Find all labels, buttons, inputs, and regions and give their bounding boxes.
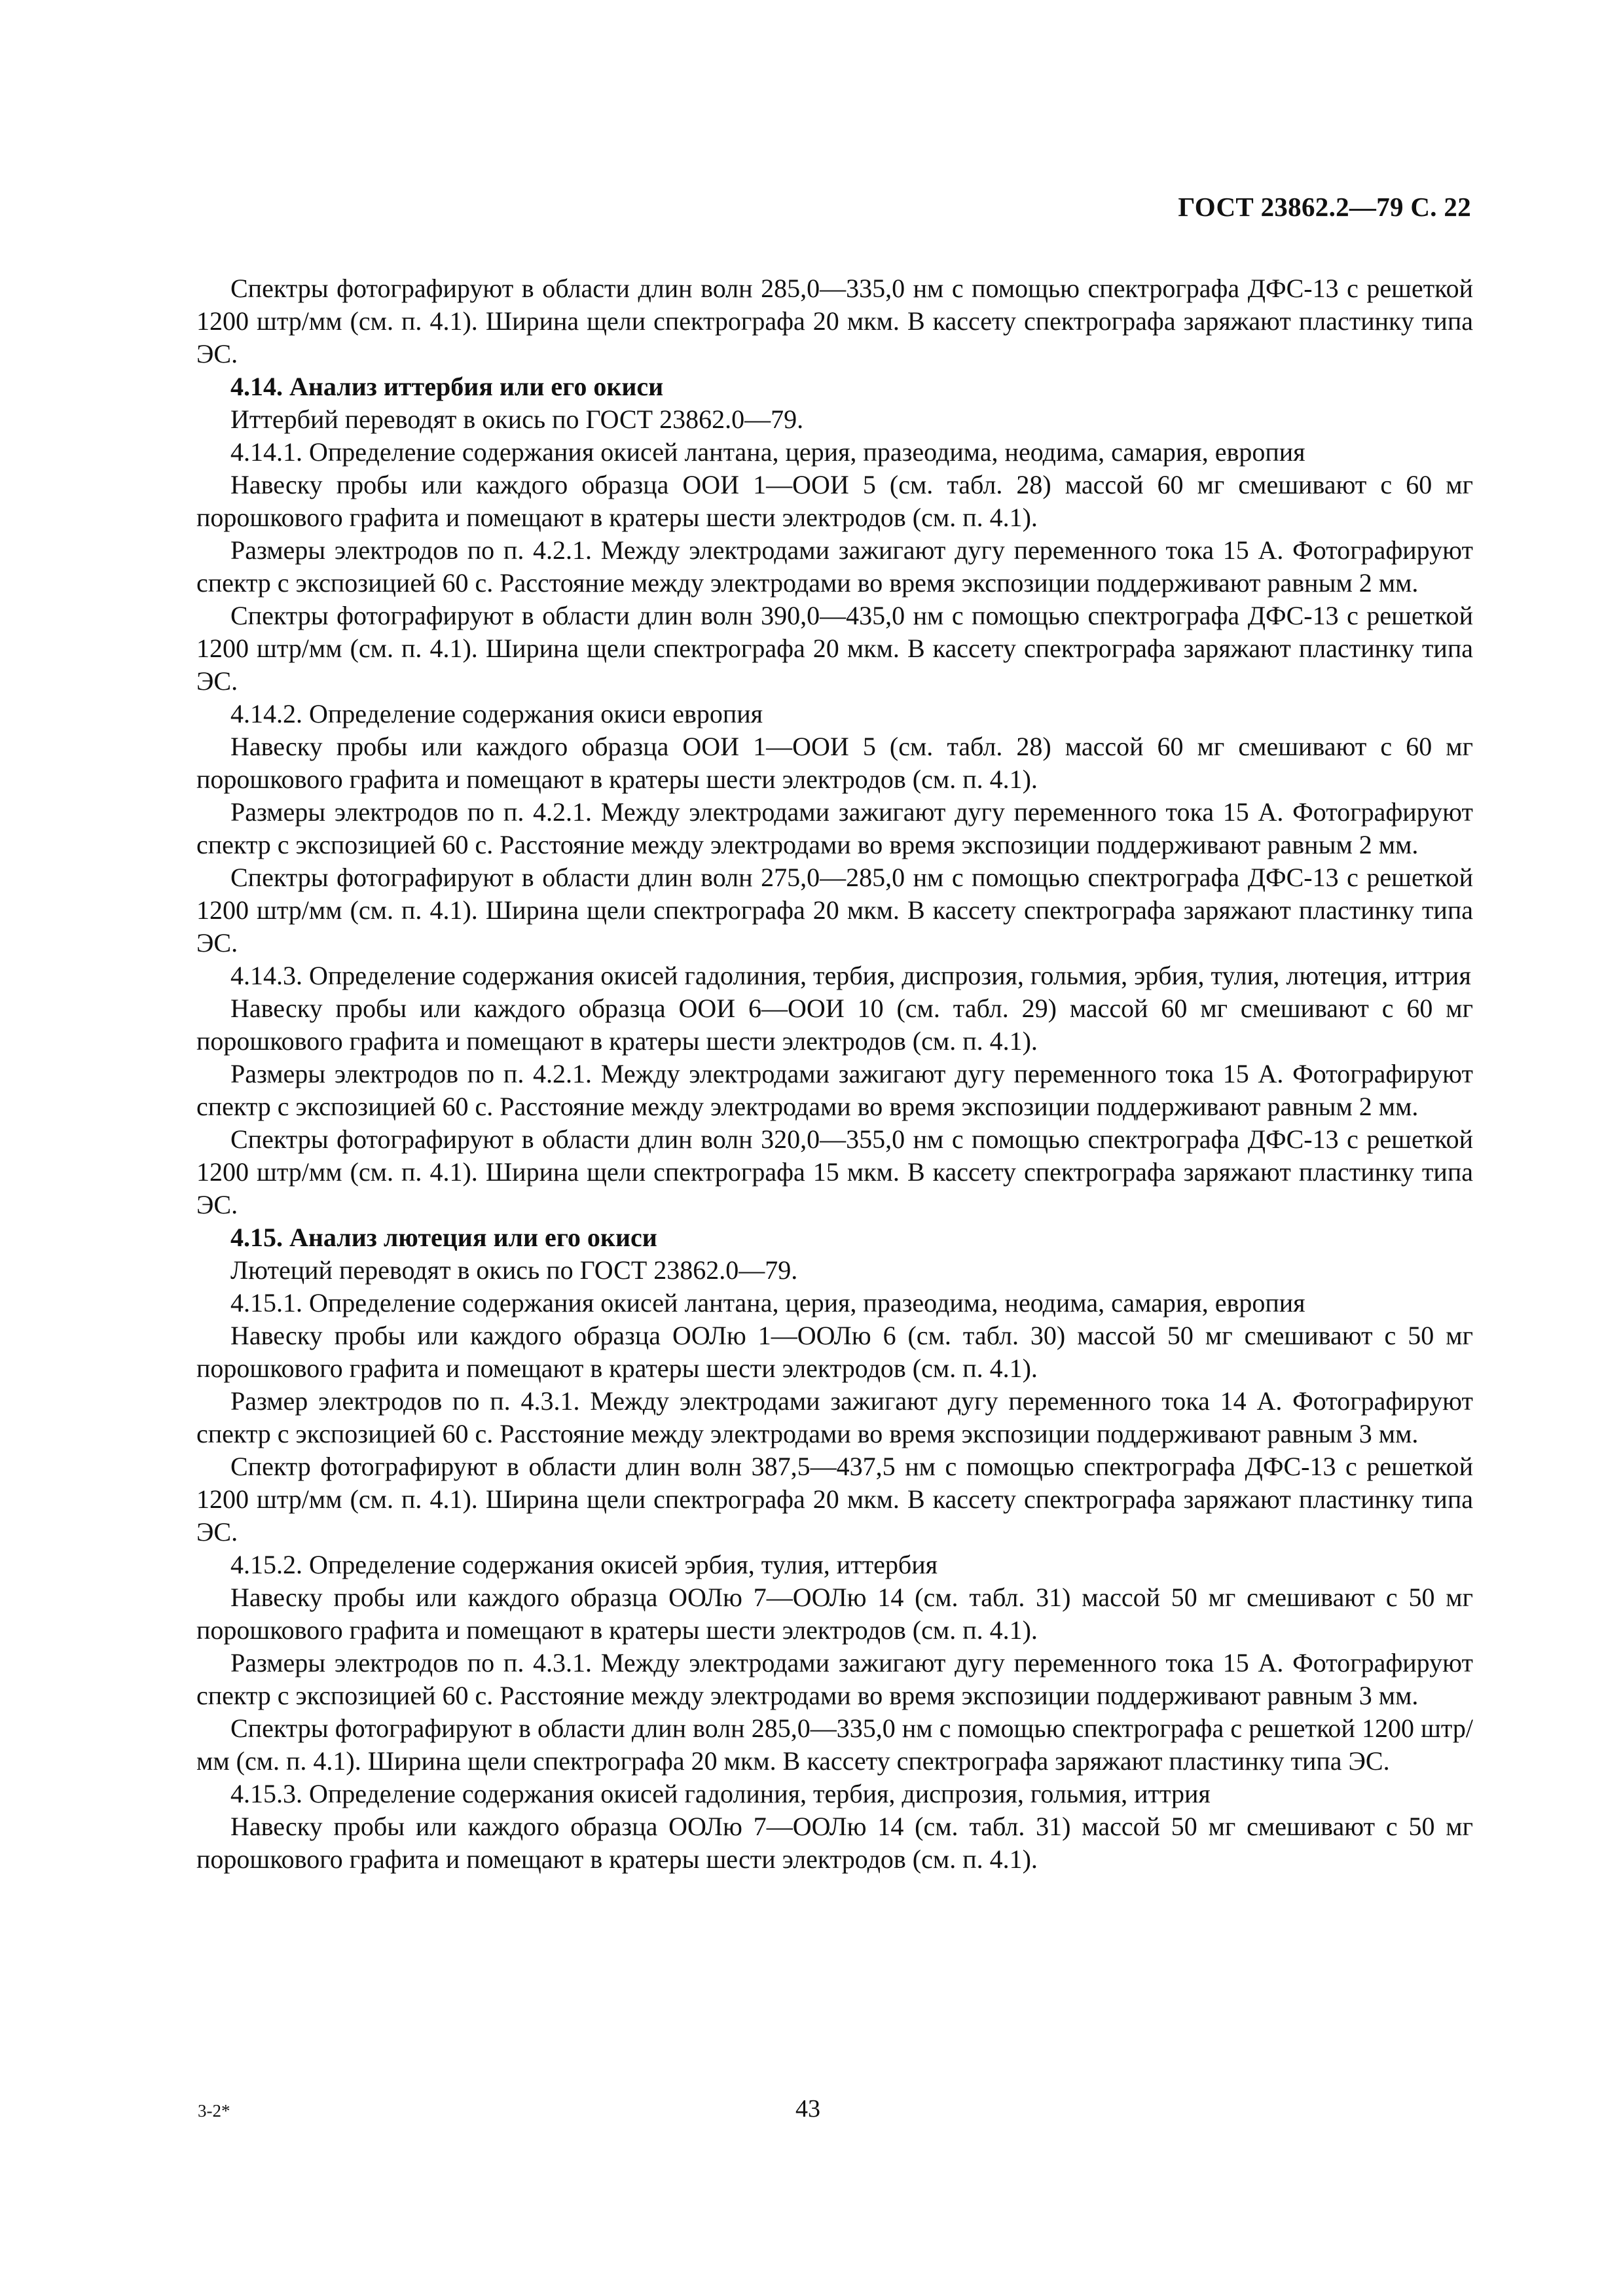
paragraph: 4.14.1. Определение содержания окисей лантана, церия, празеодима, неодима, самария, европия <box>230 437 1305 467</box>
paragraph: Навеску пробы или каждого образца ООИ 1—ООИ 5 (см. табл. 28) массой 60 мг смешивают с 60 мг порошкового графита и помещают в кратеры шести электродов (см. п. 4.1). <box>196 470 1473 532</box>
paragraph: Спектры фотографируют в области длин волн 320,0—355,0 нм с помощью спектрографа ДФС-13 с решеткой 1200 штр/мм (см. п. 4.1). Ширина щели спектрографа 15 мкм. В кассету спектрографа заряжают пластинку типа ЭС. <box>196 1124 1473 1219</box>
paragraph: 4.15.2. Определение содержания окисей эрбия, тулия, иттербия <box>230 1550 938 1579</box>
document-body <box>196 272 1473 1876</box>
paragraph: 4.15.1. Определение содержания окисей лантана, церия, празеодима, неодима, самария, европия <box>230 1288 1305 1318</box>
paragraph: 4.14.3. Определение содержания окисей гадолиния, тербия, диспрозия, гольмия, эрбия, тулия, лютеция, иттрия <box>230 961 1471 990</box>
paragraph: Навеску пробы или каждого образца ООЛю 1—ООЛю 6 (см. табл. 30) массой 50 мг смешивают с 50 мг порошкового графита и помещают в кратеры шести электродов (см. п. 4.1). <box>196 1321 1473 1383</box>
paragraph: Навеску пробы или каждого образца ООИ 1—ООИ 5 (см. табл. 28) массой 60 мг смешивают с 60 мг порошкового графита и помещают в кратеры шести электродов (см. п. 4.1). <box>196 732 1473 794</box>
paragraph: 4.15.3. Определение содержания окисей гадолиния, тербия, диспрозия, гольмия, иттрия <box>230 1779 1211 1808</box>
section-heading: 4.14. Анализ иттербия или его окиси <box>230 372 664 401</box>
paragraph: 4.14.2. Определение содержания окиси европия <box>230 699 763 728</box>
paragraph: Размер электродов по п. 4.3.1. Между электродами зажигают дугу переменного тока 14 А. Фотографируют спектр с экспозицией 60 с. Расстояние между электродами во время экспозиции поддерживают равным 3 мм. <box>196 1386 1473 1448</box>
paragraph: Лютеций переводят в окись по ГОСТ 23862.0—79. <box>230 1255 798 1285</box>
paragraph: Спектр фотографируют в области длин волн 387,5—437,5 нм с помощью спектрографа ДФС-13 с решеткой 1200 штр/мм (см. п. 4.1). Ширина щели спектрографа 20 мкм. В кассету спектрографа заряжают пластинку типа ЭС. <box>196 1452 1473 1547</box>
paragraph: Размеры электродов по п. 4.2.1. Между электродами зажигают дугу переменного тока 15 А. Фотографируют спектр с экспозицией 60 с. Расстояние между электродами во время экспозиции поддерживают равным 2 мм. <box>196 535 1473 598</box>
paragraph: Иттербий переводят в окись по ГОСТ 23862.0—79. <box>230 404 804 434</box>
page-number: 43 <box>795 2095 820 2123</box>
paragraph: Навеску пробы или каждого образца ООЛю 7—ООЛю 14 (см. табл. 31) массой 50 мг смешивают с 50 мг порошкового графита и помещают в кратеры шести электродов (см. п. 4.1). <box>196 1583 1473 1645</box>
sheet-mark: 3-2* <box>198 2101 230 2121</box>
page-header: ГОСТ 23862.2—79 С. 22 <box>1178 192 1471 222</box>
paragraph: Спектры фотографируют в области длин волн 285,0—335,0 нм с помощью спектрографа с решеткой 1200 штр/мм (см. п. 4.1). Ширина щели спектрографа 20 мкм. В кассету спектрографа заряжают пластинку типа ЭС. <box>196 1713 1473 1776</box>
paragraph: Размеры электродов по п. 4.2.1. Между электродами зажигают дугу переменного тока 15 А. Фотографируют спектр с экспозицией 60 с. Расстояние между электродами во время экспозиции поддерживают равным 2 мм. <box>196 797 1473 859</box>
paragraph: Спектры фотографируют в области длин волн 390,0—435,0 нм с помощью спектрографа ДФС-13 с решеткой 1200 штр/мм (см. п. 4.1). Ширина щели спектрографа 20 мкм. В кассету спектрографа заряжают пластинку типа ЭС. <box>196 601 1473 696</box>
paragraph: Размеры электродов по п. 4.3.1. Между электродами зажигают дугу переменного тока 15 А. Фотографируют спектр с экспозицией 60 с. Расстояние между электродами во время экспозиции поддерживают равным 3 мм. <box>196 1648 1473 1710</box>
paragraph: Спектры фотографируют в области длин волн 275,0—285,0 нм с помощью спектрографа ДФС-13 с решеткой 1200 штр/мм (см. п. 4.1). Ширина щели спектрографа 20 мкм. В кассету спектрографа заряжают пластинку типа ЭС. <box>196 863 1473 958</box>
paragraph: Навеску пробы или каждого образца ООЛю 7—ООЛю 14 (см. табл. 31) массой 50 мг смешивают с 50 мг порошкового графита и помещают в кратеры шести электродов (см. п. 4.1). <box>196 1812 1473 1874</box>
paragraph: Навеску пробы или каждого образца ООИ 6—ООИ 10 (см. табл. 29) массой 60 мг смешивают с 60 мг порошкового графита и помещают в кратеры шести электродов (см. п. 4.1). <box>196 994 1473 1056</box>
section-heading: 4.15. Анализ лютеция или его окиси <box>230 1223 657 1252</box>
paragraph: Размеры электродов по п. 4.2.1. Между электродами зажигают дугу переменного тока 15 А. Фотографируют спектр с экспозицией 60 с. Расстояние между электродами во время экспозиции поддерживают равным 2 мм. <box>196 1059 1473 1121</box>
paragraph: Спектры фотографируют в области длин волн 285,0—335,0 нм с помощью спектрографа ДФС-13 с решеткой 1200 штр/мм (см. п. 4.1). Ширина щели спектрографа 20 мкм. В кассету спектрографа заряжают пластинку типа ЭС. <box>196 274 1473 368</box>
